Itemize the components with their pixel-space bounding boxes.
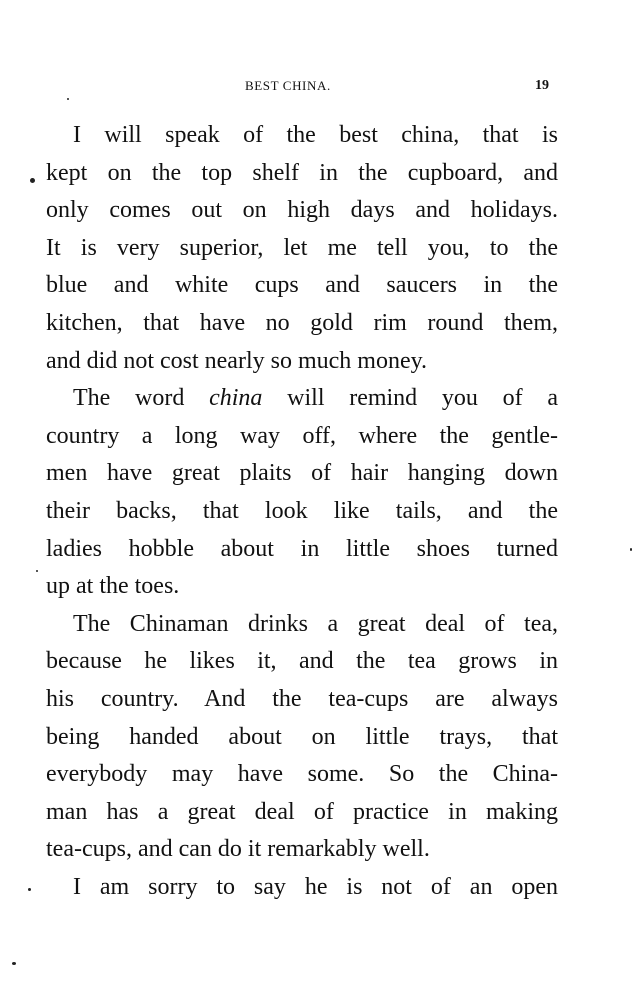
text-line: kept on the top shelf in the cupboard, and [46,159,558,186]
page-number: 19 [535,78,549,93]
text-line: tea-cups, and can do it remarkably well. [46,836,430,863]
text-line: It is very superior, let me tell you, to the [46,234,558,261]
text-line: I am sorry to say he is not of an open [73,873,558,900]
body-text [46,117,558,906]
text-line: men have great plaits of hair hanging down [46,460,558,487]
text-line: The Chinaman drinks a great deal of tea, [73,610,558,637]
text-line: and did not cost nearly so much money. [46,347,428,374]
print-speck [36,570,38,572]
text-line: country a long way off, where the gentle- [46,422,558,449]
print-speck [12,962,16,965]
text-line: blue and white cups and saucers in the [46,272,558,299]
print-speck [30,178,35,183]
text-line: The word china will remind you of a [73,385,558,412]
text-line: ladies hobble about in little shoes turned [46,535,558,562]
text-line: because he likes it, and the tea grows in [46,648,558,675]
italic-word: china [209,385,263,412]
text-line: only comes out on high days and holidays. [46,197,558,224]
text-line: being handed about on little trays, that [46,723,558,750]
text-line: up at the toes. [46,573,180,600]
text-line: kitchen, that have no gold rim round them, [46,309,558,336]
text-line: man has a great deal of practice in making [46,798,558,825]
print-speck [28,888,31,891]
text-line: everybody may have some. So the China- [46,761,558,788]
print-speck [67,98,69,100]
print-speck [630,548,632,551]
running-head [0,78,644,98]
text-line: his country. And the tea-cups are always [46,685,558,712]
text-line: their backs, that look like tails, and the [46,497,558,524]
running-title: BEST CHINA. [245,78,331,93]
text-line: I will speak of the best china, that is [73,122,558,148]
